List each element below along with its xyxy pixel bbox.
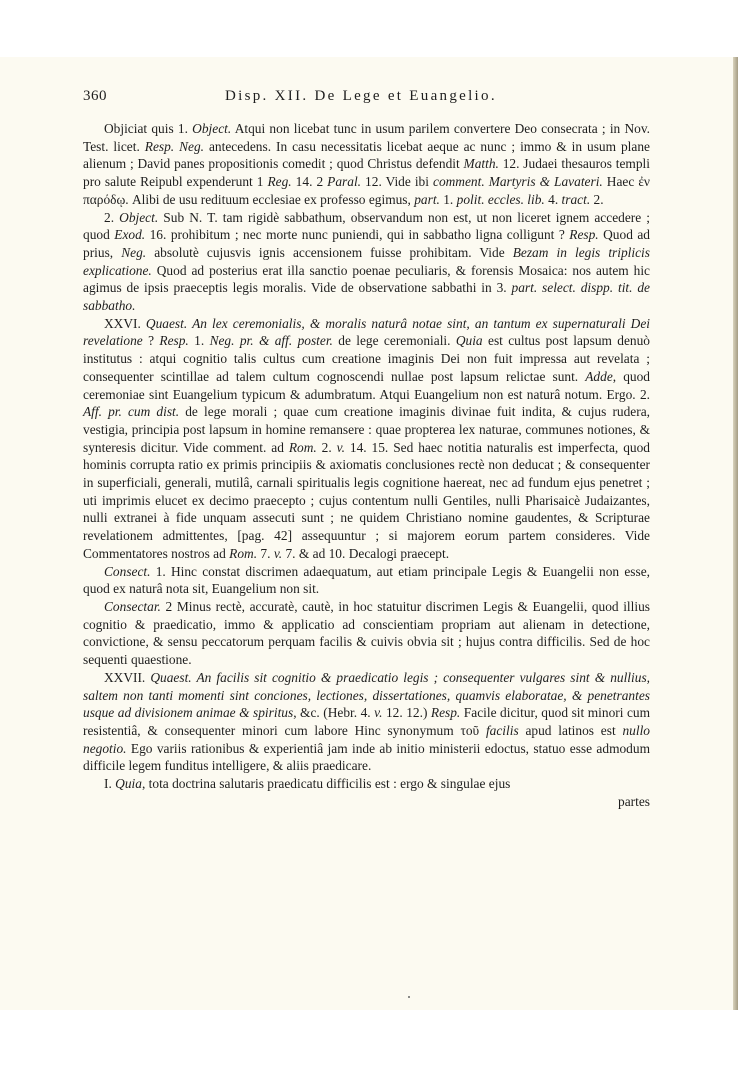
text-run: 2.: [104, 209, 120, 225]
text-run: 12. Judaei thesauros templi pro salute Reipubl expenderunt 1: [83, 156, 650, 190]
text-run: Quod ad prius,: [83, 227, 651, 260]
italic-run: Object.: [192, 121, 232, 136]
text-run: , tota doctrina salutaris praedicatu difficilis est : ergo & singulae ejus: [141, 776, 511, 792]
italic-run: Rom.: [288, 439, 317, 455]
paragraph-question-xxvii: [83, 669, 650, 775]
italic-run: Resp.: [430, 705, 461, 721]
paragraph-consectarium-1: [83, 563, 650, 598]
text-run: Quod ad posterius erat illa sanctio poenae peculiaris, & forensis Mosaica: nos autem hic agimus de ipsis praeceptis legis moralis. Vide de observatione sabbathi in 3.: [83, 262, 650, 296]
text-run: 1. Hinc constat discrimen adaequatum, aut etiam principale Legis & Euangelii non esse, quod ex naturâ nota sit, Euangelium non sit.: [83, 563, 650, 597]
text-run: antecedens. In casu necessitatis licebat aeque ac nunc ; immo & in usum plane alienum ; David panes propositionis comedit ; quod Christus defendit: [83, 138, 650, 172]
text-run: XXVI.: [104, 315, 146, 331]
italic-run: Resp. Neg.: [144, 138, 205, 154]
text-run: 2.: [590, 191, 604, 207]
text-run: Haec ἐν παρόδῳ. Alibi de usu redituum ecclesiae ex professo egimus,: [83, 174, 650, 207]
running-head: Disp. XII. De Lege et Euangelio.: [225, 88, 497, 104]
page-edge-shadow: [733, 57, 738, 1010]
italic-run: Rom.: [229, 545, 258, 561]
italic-run: Quia: [115, 776, 142, 792]
italic-run: part.: [414, 191, 440, 207]
text-run: 1.: [188, 333, 210, 349]
text-run: Ego variis rationibus & experientiâ jam inde ab initio ministerii edoctus, statuo esse admodum difficile legem funditus intelligere, & aliis praedicare.: [83, 740, 650, 774]
italic-run: Quia: [455, 333, 483, 349]
text-run: Facile dicitur, quod sit minori cum resistentiâ, & consequenter minori cum labore Hinc synonymum τοῦ: [83, 705, 651, 738]
italic-run: Matth.: [463, 156, 499, 172]
italic-run: Quaest. An facilis sit cognitio & praedicatio legis ; consequenter vulgares sint & nullius, saltem non tanti momenti sint conciones, lectiones, dissertationes, quamvis elaboratae, & penetrantes usque ad divisionem animae & spiritus: [83, 669, 651, 721]
text-run: 2.: [316, 439, 337, 455]
italic-run: Exod.: [114, 227, 146, 243]
italic-run: polit. eccles. lib.: [456, 191, 545, 207]
catchword: partes: [618, 793, 650, 809]
text-run: 7. & ad 10. Decalogi praecept.: [282, 545, 450, 561]
text-run: absolutè cujusvis ignis accensionem fuisse prohibitam. Vide: [146, 244, 513, 260]
text-run: 14. 2: [291, 174, 328, 190]
text-run: 2 Minus rectè, accuratè, cautè, in hoc statuitur discrimen Legis & Euangelii, quod illius cognitio & praedicatio, immo & applicatio ad conscientiam propriam aut alienam in detectione, convictione, & sensu peccatorum perquam facilis & cuivis obvia sit ; hujus contra difficilis. Sed de hoc sequenti quaestione.: [83, 598, 650, 668]
text-run: 16. prohibitum ; nec morte nunc puniendi, qui in sabbatho ligna colligunt ?: [145, 227, 570, 243]
paragraph-question-xxvi: [83, 315, 650, 563]
italic-run: Resp.: [569, 227, 599, 243]
italic-run: Resp.: [159, 333, 189, 349]
paragraph-consectarium-2: [83, 598, 650, 669]
italic-run: part. select. dispp. tit. de sabbatho.: [83, 280, 650, 314]
italic-run: Reg.: [267, 174, 292, 190]
italic-run: comment. Martyris & Lavateri.: [433, 174, 603, 190]
text-run: ?: [142, 333, 160, 349]
paragraph-objection-1: [83, 120, 650, 209]
text-run: , &c. (Hebr. 4.: [293, 705, 375, 721]
italic-run: v.: [273, 545, 283, 561]
text-run: Sub N. T. tam rigidè sabbathum, observandum non est, ut non liceret ignem accedere ; quod: [83, 209, 651, 243]
page-speck: [408, 996, 410, 998]
italic-run: Neg.: [121, 244, 147, 260]
text-run: 14. 15. Sed haec notitia naturalis est imperfecta, quod hominis corrupta ratio ex primis principiis & axiomatis conclusiones rectè non deducat ; & consequenter in superficiali, generali, mutilâ, carnali spiritualis legis cognitione haereat, nec ad fundum ejus penetret ; uti imprimis elucet ex decimo praecepto ; cujus contentum nulli Gentiles, nulli Pharisaicè Judaizantes, nulli extranei à fide unquam assecuti sunt ; ne quidem Christiano nomine gaudentes, & Scripturae revelationem admittentes, [pag. 42] assequuntur ; si majorem eorum partem consideres. Vide Commentatores nostros ad: [83, 439, 650, 561]
text-run: 7.: [257, 545, 274, 561]
paragraph-objection-2: [83, 209, 650, 315]
text-run: XXVII.: [104, 669, 151, 685]
italic-run: Consect.: [104, 563, 151, 579]
italic-run: nullo negotio.: [83, 722, 650, 756]
text-run: est cultus post lapsum denuò institutus : atqui cognitio talis cultus cum creatione imaginis Dei non fuit impressa aut revelata ; consequenter scintillae ad talem cultum cognoscendi nullae post lapsum relictae sunt.: [83, 333, 651, 384]
text-run: de lege ceremoniali.: [332, 333, 456, 349]
body-text: [83, 120, 650, 810]
text-run: 1.: [439, 191, 457, 207]
italic-run: Neg. pr. & aff. poster.: [209, 333, 333, 349]
page-header: [0, 88, 738, 108]
page-number: 360: [83, 88, 107, 104]
italic-run: Paral.: [327, 174, 362, 190]
italic-run: facilis: [485, 722, 519, 738]
italic-run: v.: [374, 705, 383, 721]
text-run: 12. 12.): [382, 705, 431, 721]
text-run: 4.: [544, 191, 562, 207]
italic-run: v.: [336, 439, 345, 455]
italic-run: Quaest. An lex ceremonialis, & moralis naturâ notae sint, an tantum ex supernaturali Dei revelatione: [83, 315, 650, 349]
text-run: 12. Vide ibi: [361, 174, 433, 190]
text-run: Objiciat quis 1.: [104, 121, 193, 136]
italic-run: Bezam in legis triplicis explicatione.: [83, 244, 650, 278]
text-run: Atqui non licebat tunc in usum parilem convertere Deo consecrata ; in Nov. Test. licet.: [83, 121, 651, 154]
text-run: , quod ceremoniae sint Euangelium typicum & adumbratum. Atqui Euangelium non est naturâ notum. Ergo. 2.: [83, 368, 650, 402]
text-run: I.: [104, 776, 116, 792]
text-run: de lege morali ; quae cum creatione imaginis divinae fuit indita, & cujus rudera, vestigia, principia post lapsum in homine remansere : quae propterea lex naturae, communes notiones, & synteresis dicitur. Vide comment. ad: [83, 404, 650, 455]
italic-run: Aff. pr. cum dist.: [83, 404, 180, 420]
italic-run: Object.: [119, 209, 159, 225]
paragraph-reason-i: [83, 775, 650, 793]
italic-run: Adde: [585, 368, 613, 384]
italic-run: tract.: [561, 191, 591, 207]
italic-run: Consectar.: [104, 598, 161, 614]
text-run: apud latinos est: [518, 722, 623, 738]
